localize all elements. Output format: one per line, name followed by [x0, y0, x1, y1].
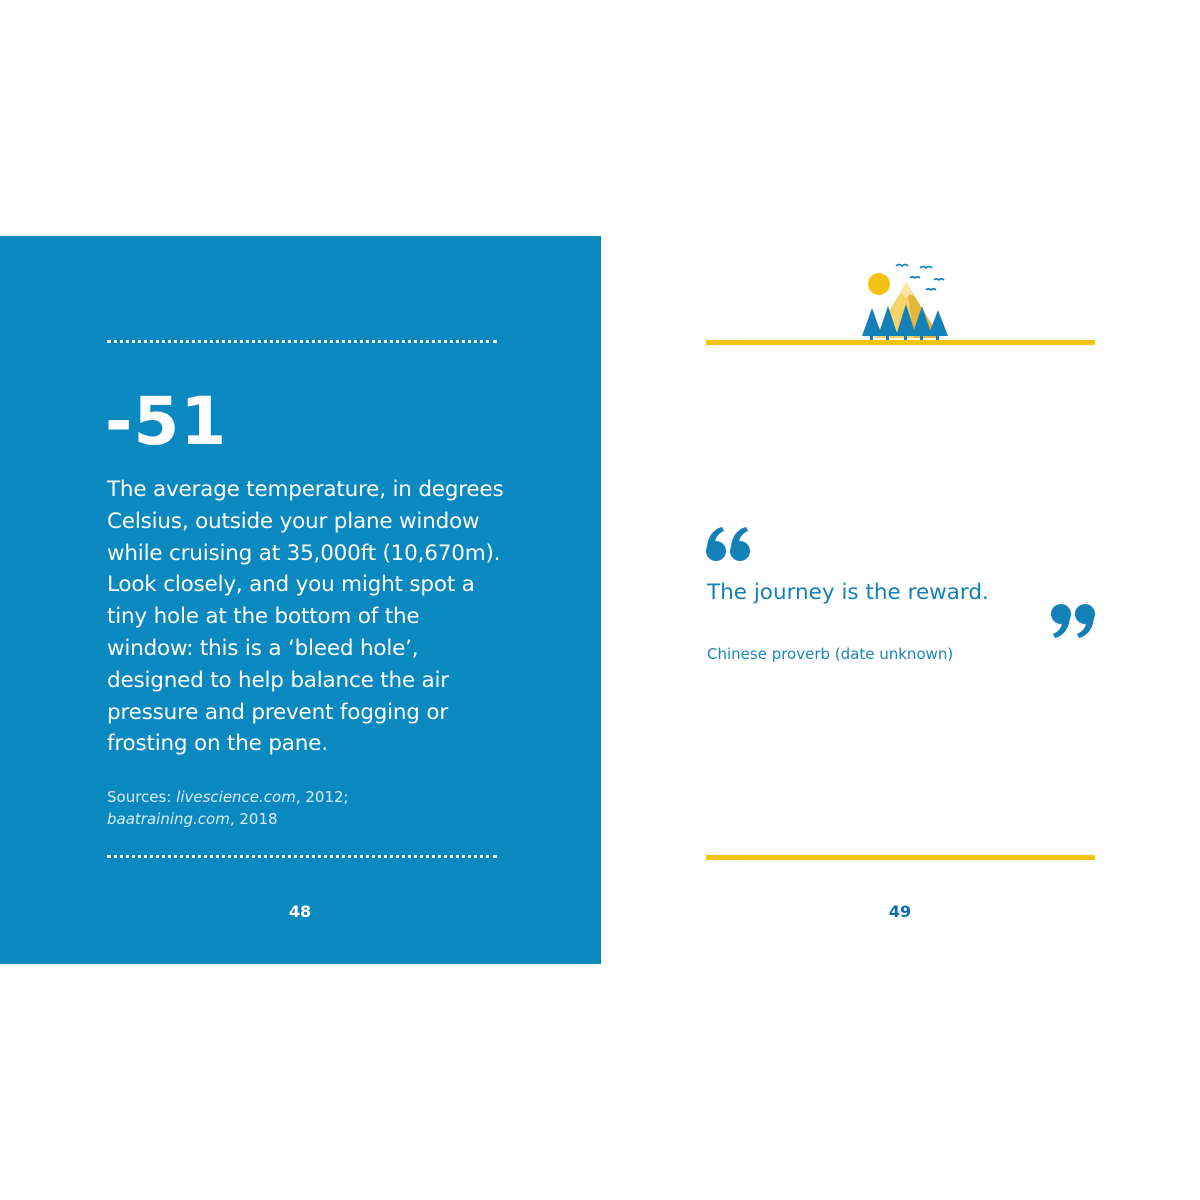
yellow-rule-bottom: [706, 855, 1095, 860]
right-page: [601, 236, 1200, 964]
left-page: [0, 236, 601, 964]
open-quote-icon: [704, 524, 754, 564]
mountain-sun-trees-birds-icon: [854, 258, 950, 342]
dotted-divider-bottom: [107, 855, 497, 858]
source-livescience: livescience.com: [176, 788, 296, 806]
close-quote-icon: [1047, 601, 1097, 641]
quote-text: The journey is the reward.: [707, 580, 989, 605]
page-number-left: 48: [288, 902, 312, 921]
stat-number: -51: [105, 383, 228, 460]
source-year-1: , 2012;: [295, 788, 349, 806]
yellow-rule-top: [706, 340, 1095, 345]
sources-prefix: Sources:: [107, 788, 177, 806]
source-year-2: , 2018: [229, 810, 278, 828]
quote-attribution: Chinese proverb (date unknown): [707, 645, 954, 663]
dotted-divider-top: [107, 340, 497, 343]
sources: [107, 786, 497, 830]
stat-description: The average temperature, in degrees Celsius, outside your plane window while cruising at 35,000ft (10,670m). Look closely, and you might spot a tiny hole at the bottom of the window: this is a ‘bleed hole’, designed to help balance the air pressure and prevent fogging or frosting on the pane.: [107, 477, 504, 757]
source-baatraining: baatraining.com: [107, 810, 230, 828]
page-number-right: 49: [888, 902, 912, 921]
